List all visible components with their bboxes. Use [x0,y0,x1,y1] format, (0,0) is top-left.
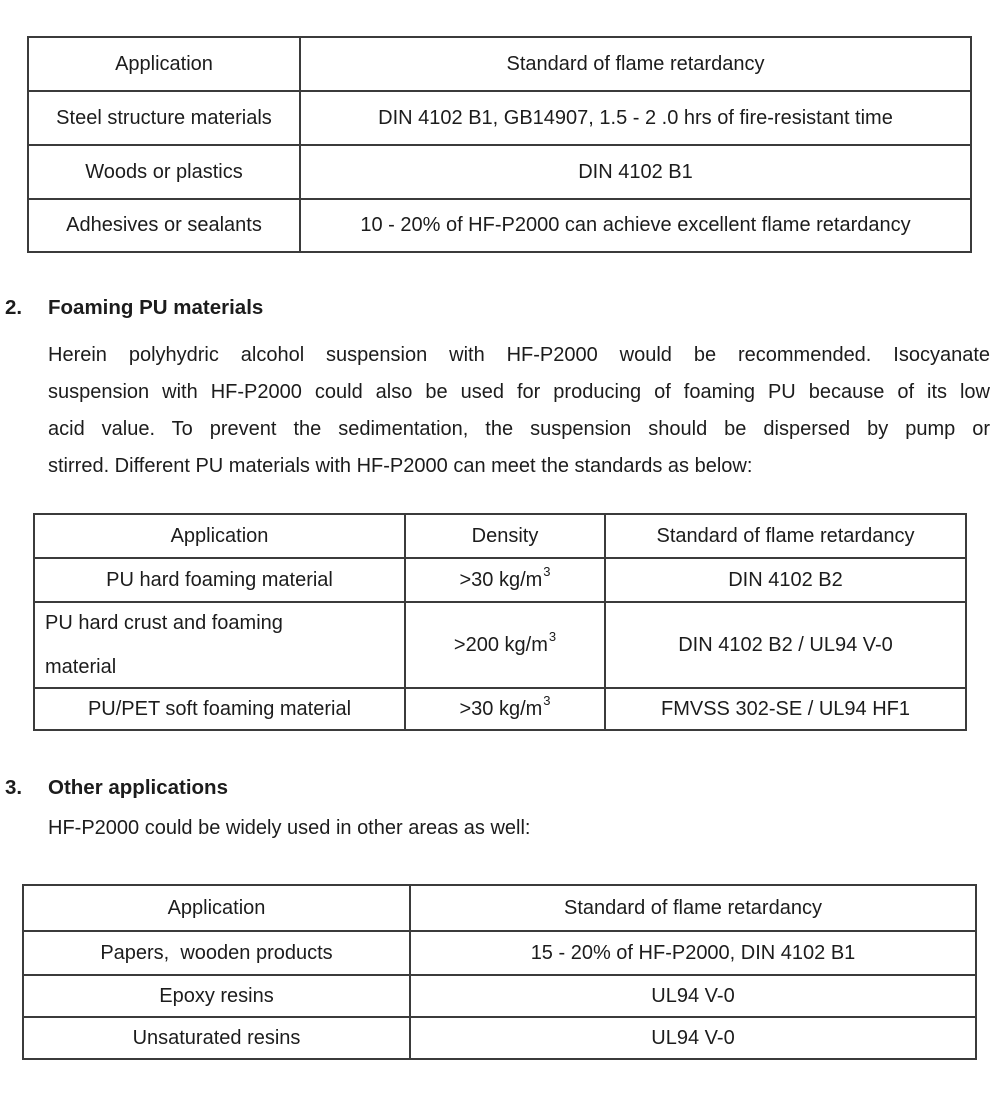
density-value: >30 kg/m [459,568,543,591]
table2-cell-standard: FMVSS 302-SE / UL94 HF1 [604,687,965,729]
table3-cell-standard: 15 - 20% of HF-P2000, DIN 4102 B1 [409,930,975,974]
application-line: PU hard crust and foaming [45,612,283,634]
table1-cell-standard: 10 - 20% of HF-P2000 can achieve excellent flame retardancy [299,198,970,251]
table2-cell-density [404,601,604,687]
application-line: material [45,656,117,678]
section3-heading [5,776,228,800]
section2-heading [5,296,263,320]
table1-cell-application: Steel structure materials [29,90,299,144]
table1-cell-standard: DIN 4102 B1 [299,144,970,198]
section2-number: 2. [5,296,23,319]
table1-cell-standard: DIN 4102 B1, GB14907, 1.5 - 2 .0 hrs of fire-resistant time [299,90,970,144]
table2-cell-application: PU hard foaming material [35,557,404,601]
table3-cell-application: Epoxy resins [24,974,409,1016]
paragraph-line: suspension with HF-P2000 could also be used for producing of foaming PU because of its low [48,381,990,403]
table-other-applications [22,884,977,1060]
density-exponent: 3 [543,692,551,708]
table2-cell-density [404,557,604,601]
section2-title: Foaming PU materials [48,296,264,319]
table2-header-density: Density [404,515,604,557]
table2-cell-standard: DIN 4102 B2 [604,557,965,601]
table1-cell-application: Adhesives or sealants [29,198,299,251]
table2-cell-standard: DIN 4102 B2 / UL94 V-0 [604,601,965,687]
table-foaming-pu [33,513,967,731]
paragraph-line: stirred. Different PU materials with HF-P2000 can meet the standards as below: [48,455,753,477]
section3-title: Other applications [48,776,228,799]
table2-header-application: Application [170,524,269,547]
table3-cell-standard: UL94 V-0 [409,1016,975,1058]
section3-number: 3. [5,776,23,799]
density-exponent: 3 [548,628,557,644]
density-exponent: 3 [543,563,551,579]
table2-cell-application [35,601,404,687]
paragraph-line: acid value. To prevent the sedimentation, the suspension should be dispersed by pump or [48,418,990,440]
density-value: >30 kg/m [459,697,543,720]
table2-header-standard: Standard of flame retardancy [604,515,965,557]
table3-cell-application: Papers, wooden products [24,930,409,974]
table3-cell-application: Unsaturated resins [24,1016,409,1058]
table2-cell-density [404,687,604,729]
table3-header-application: Application [167,896,266,919]
paragraph-line: Herein polyhydric alcohol suspension with HF-P2000 would be recommended. Isocyanate [48,344,990,366]
table1-header-standard: Standard of flame retardancy [299,38,970,90]
density-value: >200 kg/m [453,633,548,656]
table3-cell-standard: UL94 V-0 [409,974,975,1016]
table3-header-standard: Standard of flame retardancy [409,886,975,930]
table1-cell-application: Woods or plastics [29,144,299,198]
section3-intro: HF-P2000 could be widely used in other areas as well: [48,817,531,839]
section2-paragraph [48,337,990,485]
table2-cell-application: PU/PET soft foaming material [35,687,404,729]
table-applications-general [27,36,972,253]
table1-header-application: Application [115,52,213,75]
